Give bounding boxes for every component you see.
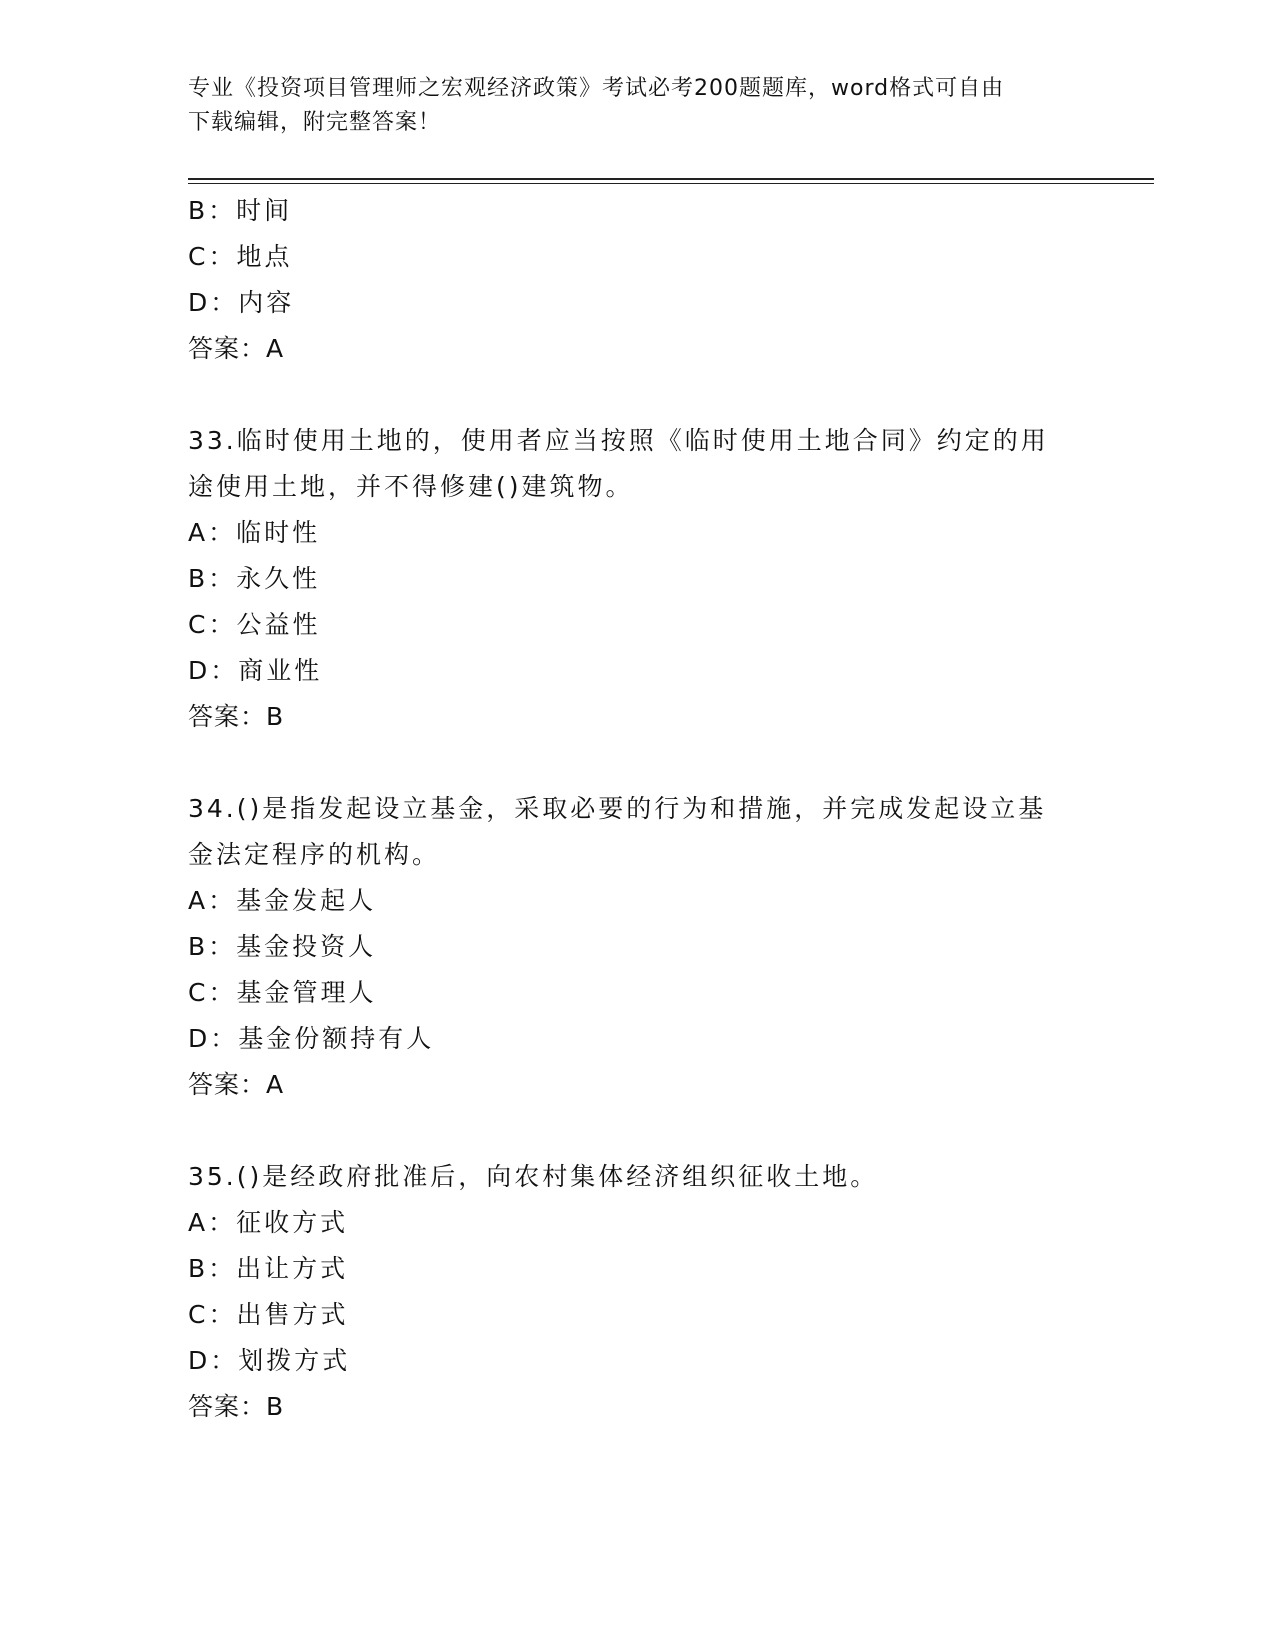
question-spacer	[188, 372, 1088, 418]
question-list	[188, 188, 1088, 1430]
header-line-2: 下载编辑，附完整答案！	[188, 110, 442, 135]
option-d: D：基金份额持有人	[188, 1024, 435, 1053]
option-c: C：地点	[188, 242, 293, 271]
question-text-line: 34.()是指发起设立基金，采取必要的行为和措施，并完成发起设立基	[188, 794, 1047, 823]
question-text-line: 33.临时使用土地的，使用者应当按照《临时使用土地合同》约定的用	[188, 426, 1049, 455]
option-b: B：出让方式	[188, 1254, 349, 1283]
question-block-34	[188, 786, 1088, 1108]
option-c: C：公益性	[188, 610, 321, 639]
option-a: A：基金发起人	[188, 886, 377, 915]
question-text-line: 金法定程序的机构。	[188, 840, 441, 869]
answer-line: 答案：B	[188, 1392, 285, 1421]
document-header	[188, 72, 1068, 140]
question-spacer	[188, 740, 1088, 786]
option-b: B：永久性	[188, 564, 321, 593]
question-spacer	[188, 1108, 1088, 1154]
question-block-33	[188, 418, 1088, 740]
question-text-line: 途使用土地，并不得修建()建筑物。	[188, 472, 634, 501]
option-b: B：基金投资人	[188, 932, 377, 961]
question-text-line: 35.()是经政府批准后，向农村集体经济组织征收土地。	[188, 1162, 879, 1191]
option-a: A：征收方式	[188, 1208, 349, 1237]
header-divider-thick	[188, 178, 1154, 180]
question-block-35	[188, 1154, 1088, 1430]
option-c: C：出售方式	[188, 1300, 349, 1329]
option-d: D：内容	[188, 288, 295, 317]
answer-line: 答案：A	[188, 1070, 285, 1099]
option-a: A：临时性	[188, 518, 321, 547]
header-divider-thin	[188, 183, 1154, 184]
option-d: D：商业性	[188, 656, 323, 685]
option-d: D：划拨方式	[188, 1346, 351, 1375]
option-c: C：基金管理人	[188, 978, 377, 1007]
header-line-1: 专业《投资项目管理师之宏观经济政策》考试必考200题题库，word格式可自由	[188, 76, 1005, 101]
question-block-32	[188, 188, 1088, 372]
answer-line: 答案：A	[188, 334, 285, 363]
option-b: B：时间	[188, 196, 293, 225]
answer-line: 答案：B	[188, 702, 285, 731]
